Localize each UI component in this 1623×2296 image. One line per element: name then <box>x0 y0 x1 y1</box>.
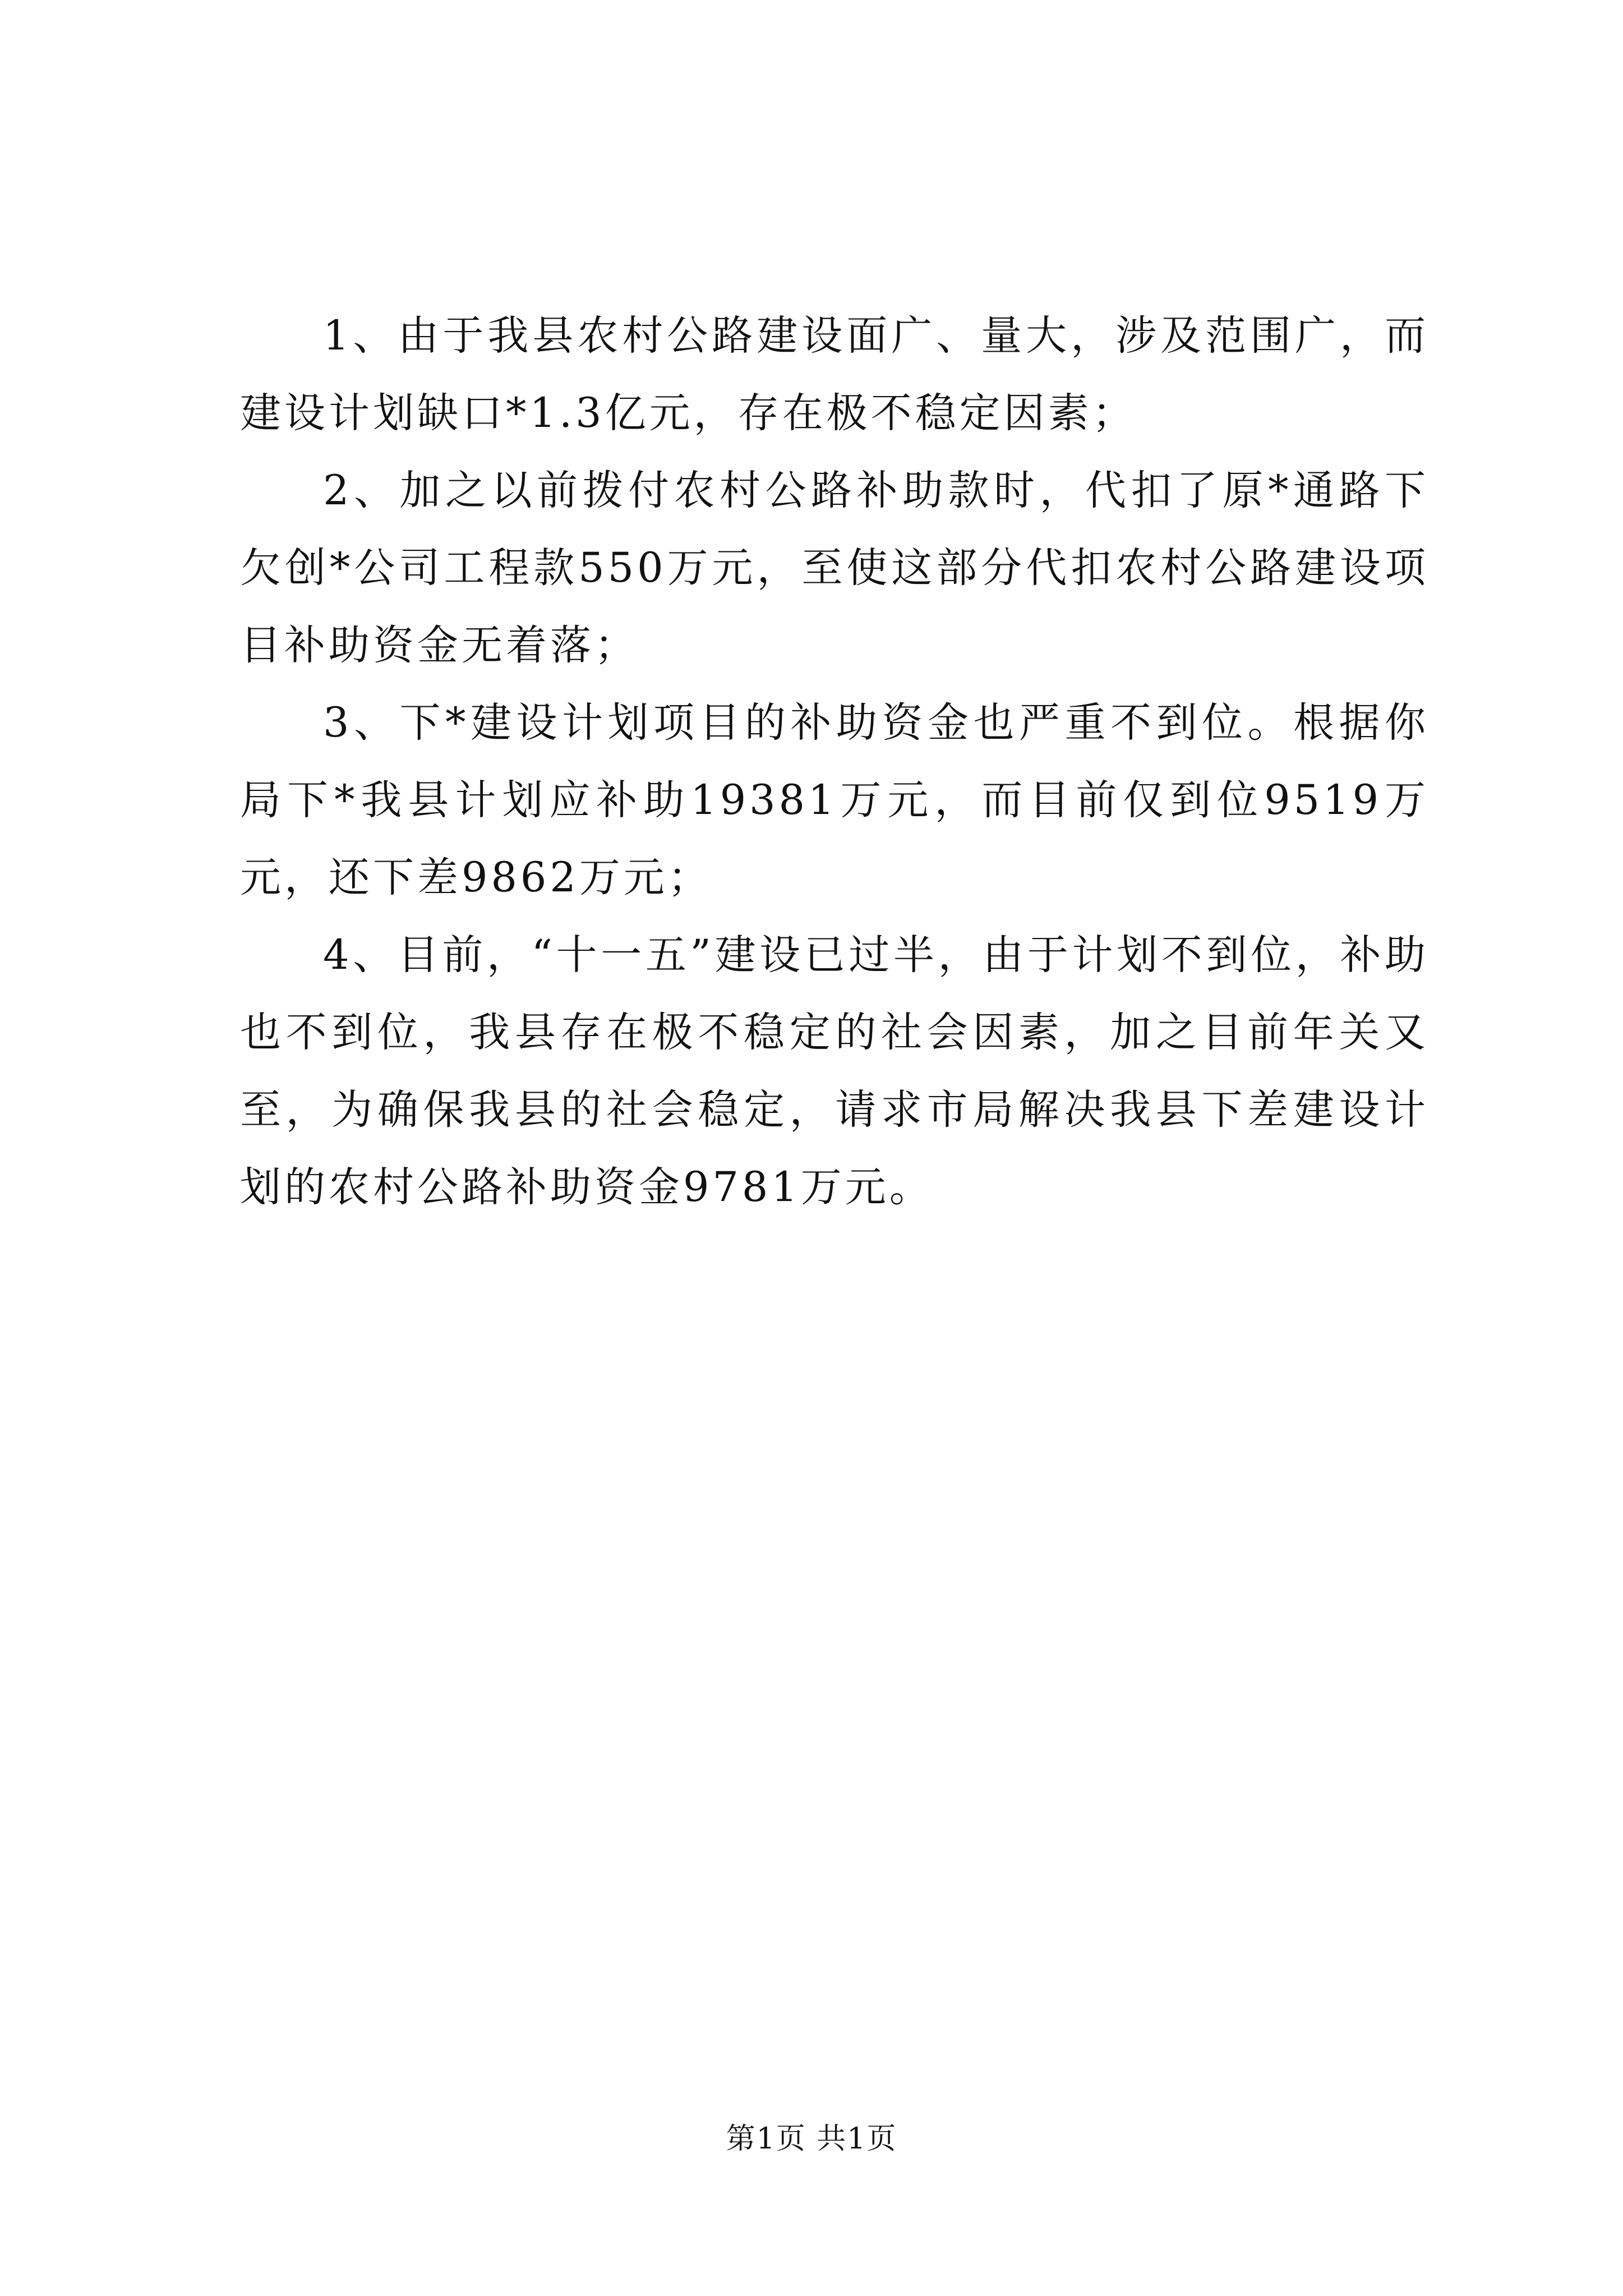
document-body <box>240 297 1429 1226</box>
paragraph-3: 3、下*建设计划项目的补助资金也严重不到位。根据你局下*我县计划应补助19381万元，而目前仅到位9519万元，还下差9862万元； <box>240 699 1429 901</box>
paragraph-1: 1、由于我县农村公路建设面广、量大，涉及范围广，而建设计划缺口*1.3亿元，存在极不稳定因素； <box>240 312 1429 437</box>
paragraph-4: 4、目前，“十一五”建设已过半，由于计划不到位，补助也不到位，我县存在极不稳定的社会因素，加之目前年关又至，为确保我县的社会稳定，请求市局解决我县下差建设计划的农村公路补助资金9781万元。 <box>240 931 1429 1211</box>
page-footer: 第1页 共1页 <box>726 2122 897 2156</box>
paragraph-2: 2、加之以前拨付农村公路补助款时，代扣了原*通路下欠创*公司工程款550万元，至使这部分代扣农村公路建设项目补助资金无着落； <box>240 467 1429 669</box>
